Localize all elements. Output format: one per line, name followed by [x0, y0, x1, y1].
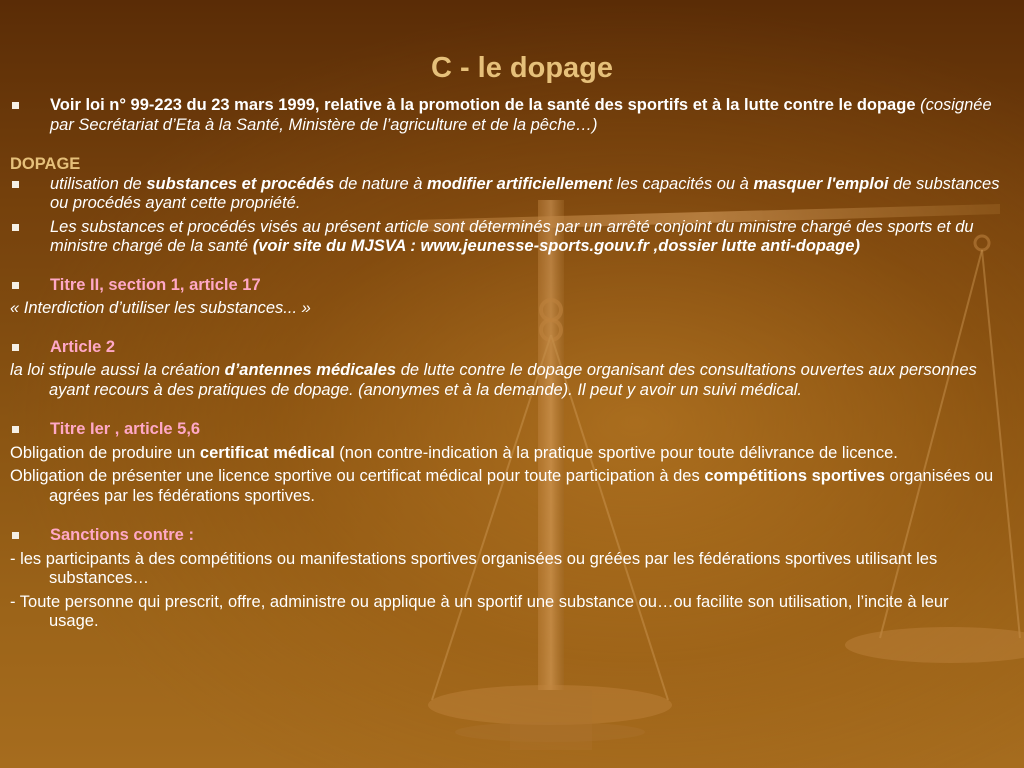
dopage-definition: utilisation de substances et procédés de nature à modifier artificiellement les capacités ou à masquer l'emploi de substances ou procédés ayant cette propriété. [10, 175, 1000, 214]
article-2-heading: Article 2 [10, 338, 1000, 358]
slide-content [10, 96, 1000, 632]
mjsva-website-reference: (voir site du MJSVA : www.jeunesse-sports.gouv.fr ,dossier lutte anti-dopage) [252, 237, 860, 255]
slide-title: C - le dopage [430, 52, 614, 84]
medical-certificate-obligation: Obligation de produire un certificat médical (non contre-indication à la pratique sportive pour toute délivrance de licence. [10, 443, 898, 462]
licence-obligation: Obligation de présenter une licence sportive ou certificat médical pour toute participation à des compétitions sportives organisées ou agrées par les fédérations sportives. [10, 467, 994, 505]
article-5-6-heading: Titre Ier , article 5,6 [10, 420, 1000, 440]
law-reference [10, 96, 1000, 135]
sanctions-prescribers: - Toute personne qui prescrit, offre, administre ou applique à un sportif une substance ou…ou facilite son utilisation, l’incite à leur usage. [10, 592, 949, 630]
law-reference-bold: Voir loi n° 99-223 du 23 mars 1999, relative à la promotion de la santé des sportifs et à la lutte contre le dopage [50, 96, 916, 114]
decree-reference: Les substances et procédés visés au présent article sont déterminés par un arrêté conjoint du ministre chargé des sports et du ministre chargé de la santé (voir site du MJSVA : www.jeunesse-sports.gouv.fr ,dossier lutte anti-dopage) [10, 218, 1000, 257]
law-reference-cosigners: (cosignée par Secrétariat d’Eta à la Santé, Ministère de l’agriculture et de la pêche…) [50, 96, 992, 134]
article-17-quote: « Interdiction d’utiliser les substances... » [10, 299, 311, 317]
dopage-heading: DOPAGE [10, 155, 81, 173]
article-17-heading: Titre II, section 1, article 17 [10, 276, 1000, 296]
sanctions-heading: Sanctions contre : [10, 526, 1000, 546]
sanctions-participants: - les participants à des compétitions ou manifestations sportives organisées ou gréées par les fédérations sportives utilisant les substances… [10, 549, 938, 587]
article-2-text: la loi stipule aussi la création d’antennes médicales de lutte contre le dopage organisant des consultations ouvertes aux personnes ayant recours à des pratiques de dopage. (anonymes et à la demande). Il peut y avoir un suivi médical. [10, 361, 977, 399]
